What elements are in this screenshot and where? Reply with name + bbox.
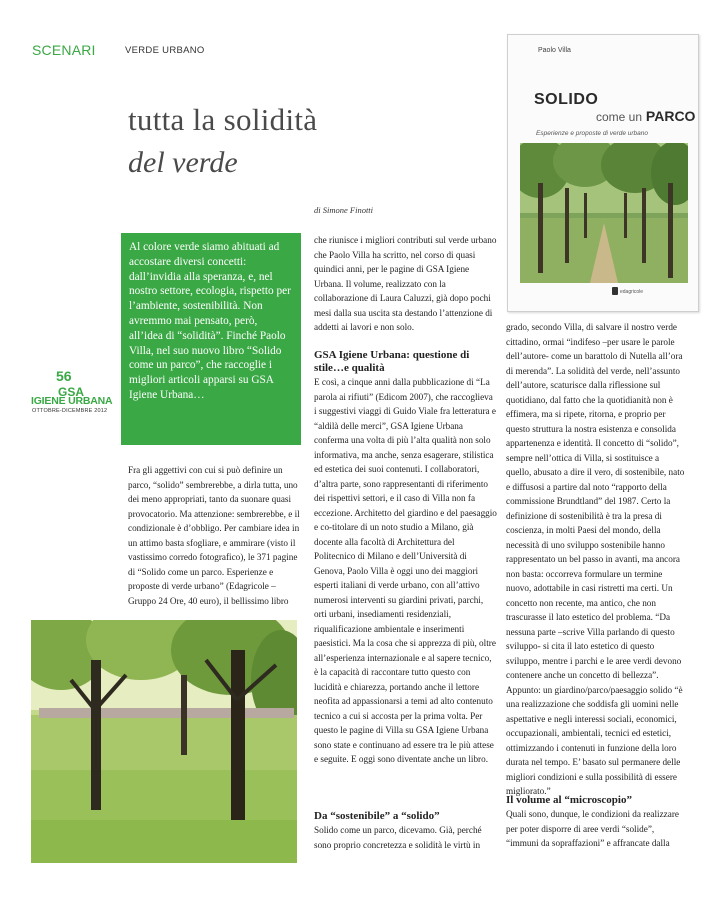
column-2-text-mid: E così, a cinque anni dalla pubblicazione di “La parola ai rifiuti” (Edicom 2007), che raccoglieva i suggestivi viaggi di Guido Viale fra letteratura e “aldilà delle merci”, GSA Igiene Urbana conferma una volta di più l’alta qualità non solo informativa, ma anche, senza esagerare, stilistica ed estetica dei suoi contenuti. I collaboratori, d’altra parte, sono rappresentanti di riferimento dei rispettivi settori, e il caso di Villa non fa eccezione. Architetto del giardino e del paesaggio e co-titolare di un noto studio a Milano, già docente alla facoltà di Architettura del Politecnico di Milano e dell’Università di Genova, Paolo Villa è oggi uno dei maggiori esperti italiani di verde urbano, con all’attivo numerosi interventi su giardini privati, parchi, orti urbani, insediamenti residenziali, riqualificazione ambientale e inserimenti paesistici. Ma la cosa che si apprezza di più, oltre all’esperienza internazionale e al sapere tecnico, è la capacità di raccontare tutto questo con lucidità e chiarezza, portando anche il lettore neofita ad appassionarsi a temi ad alto contenuto tecnico a cui si accosta per la prima volta. Per questo le pagine di Villa su GSA Igiene Urbana sono state e continuano ad essere tra le più attese e seguite. E oggi sono diventate anche un libro. — [314, 377, 497, 764]
column-1-text: Fra gli aggettivi con cui si può definire un parco, “solido” sembrerebbe, a dirla tutta, uno dei meno appropriati, tanto da suonare quasi provocatorio. Ma attenzione: sembrerebbe, e il condizionale è d’obbligo. Per cambiare idea in un attimo basta sfogliare, e ammirare (visto il vastissimo corredo fotografico), le 371 pagine di “Solido come un parco. Esperienze e proposte di verde urbano” (Edagricole –Gruppo 24 Ore, 40 euro), il bellissimo libro — [128, 465, 300, 606]
article-title-line2: del verde — [128, 146, 238, 179]
magazine-logo-name: IGIENE URBANA — [31, 395, 113, 407]
article-column-1 — [128, 463, 302, 608]
publisher-logo-icon — [612, 287, 618, 295]
lead-box — [121, 233, 301, 445]
article-column-3 — [506, 320, 685, 799]
issue-date: OTTOBRE-DICEMBRE 2012 — [32, 408, 108, 414]
article-title-line1: tutta la solidità — [128, 102, 318, 137]
book-title-word2: come un — [596, 110, 643, 124]
subheading-quality: GSA Igiene Urbana: questione di stile…e qualità — [314, 349, 470, 374]
book-cover-photo — [520, 143, 688, 283]
column-2-section-1 — [314, 349, 497, 767]
page-number: 56 — [56, 368, 72, 384]
book-title-word3: PARCO — [645, 108, 696, 124]
column-2-text-bottom: Solido come un parco, dicevamo. Già, perché sono proprio concretezza e solidità le virtù in — [314, 825, 482, 850]
book-title-rest — [596, 108, 695, 124]
byline: di Simone Finotti — [314, 205, 374, 215]
book-subtitle: Esperienze e proposte di verde urbano — [536, 130, 649, 137]
lead-text: Al colore verde siamo abituati ad accostare diversi concetti: dall’invidia alla speranza, e, nel nostro settore, ecologia, rispetto per l’ambiente, sostenibilità. Non avremmo mai pensato, però, all’idea di “solidità”. Finché Paolo Villa, nel suo nuovo libro “Solido come un parco”, che raccoglie i migliori articoli apparsi su GSA Igiene Urbana… — [129, 241, 291, 401]
column-2-section-2 — [314, 810, 497, 852]
subheading-microscope: Il volume al “microscopio” — [506, 794, 632, 806]
book-author: Paolo Villa — [538, 47, 571, 54]
park-photo — [31, 620, 297, 863]
subsection-label: VERDE URBANO — [125, 45, 205, 56]
section-label: SCENARI — [32, 42, 96, 58]
article-column-2 — [314, 233, 497, 335]
subheading-sustainable: Da “sostenibile” a “solido” — [314, 810, 440, 822]
book-title-word1: SOLIDO — [534, 91, 599, 108]
book-publisher: edagricole — [620, 289, 644, 295]
magazine-logo-gsa: GSA — [58, 385, 85, 399]
column-3-section-2 — [506, 794, 685, 851]
column-3-text: grado, secondo Villa, di salvare il nostro verde cittadino, ormai “indifeso –per usare le parole dell’autore- come un barattolo di Nutella all’ora di merenda”. La solidità del verde, nell’assunto dell’autore, scaturisce dalla riflessione sul quotidiano, dal fatto che la quotidianità non è effimera, ma si ripete, ritorna, e proprio per questo struttura la nostra esistenza e consolida appartenenza e identità. Il concetto di “solido”, sempre nell’ottica di Villa, si sostituisce a quello, abusato a dire il vero, di sostenibile, nato e diffusosi a partire dal noto “rapporto della commissione Brundtland” del 1987. Certo la definizione di sostenibilità è tra la presa di coscienza, in molti Paesi del mondo, della necessità di uno sviluppo sostenibile hanno rappresentato un bel passo in avanti, ma ancora non basta: occorreva formulare un termine nuovo, adottabile in casi ristretti ma certi. Un concetto non recente, ma antico, che non trascurasse il lato estetico del problema. “Da nessuna parte –scrive Villa parlando di questo sviluppo- si cita il lato estetico di questo sviluppo, mentre i parchi e le aree verdi devono contenere anche un concetto di bellezza”. Appunto: un giardino/parco/paesaggio solido “è una realizzazione che soddisfa gli uomini nelle aspettative e negli interessi sociali, economici, occupazionali, ambientali, tecnici ed estetici, ottimizzando i contenuti in funzione della loro durata nel tempo. E’ basato sul permanere delle migliori condizioni e sulla possibilità di essere migliorato.” — [506, 322, 685, 796]
book-cover — [507, 34, 699, 312]
column-2-text-top: che riunisce i migliori contributi sul verde urbano che Paolo Villa ha scritto, nel corso di quasi quindici anni, per le pagine di GSA Igiene Urbana. Il volume, realizzato con la collaborazione di Laura Caluzzi, già dopo pochi mesi dalla sua uscita sta destando l’attenzione di addetti ai lavori e non solo. — [314, 235, 497, 332]
column-3-text-bottom: Quali sono, dunque, le condizioni da realizzare per poter disporre di aree verdi “solide”, “immuni da sopraffazioni” e affrancate dalla — [506, 809, 679, 848]
